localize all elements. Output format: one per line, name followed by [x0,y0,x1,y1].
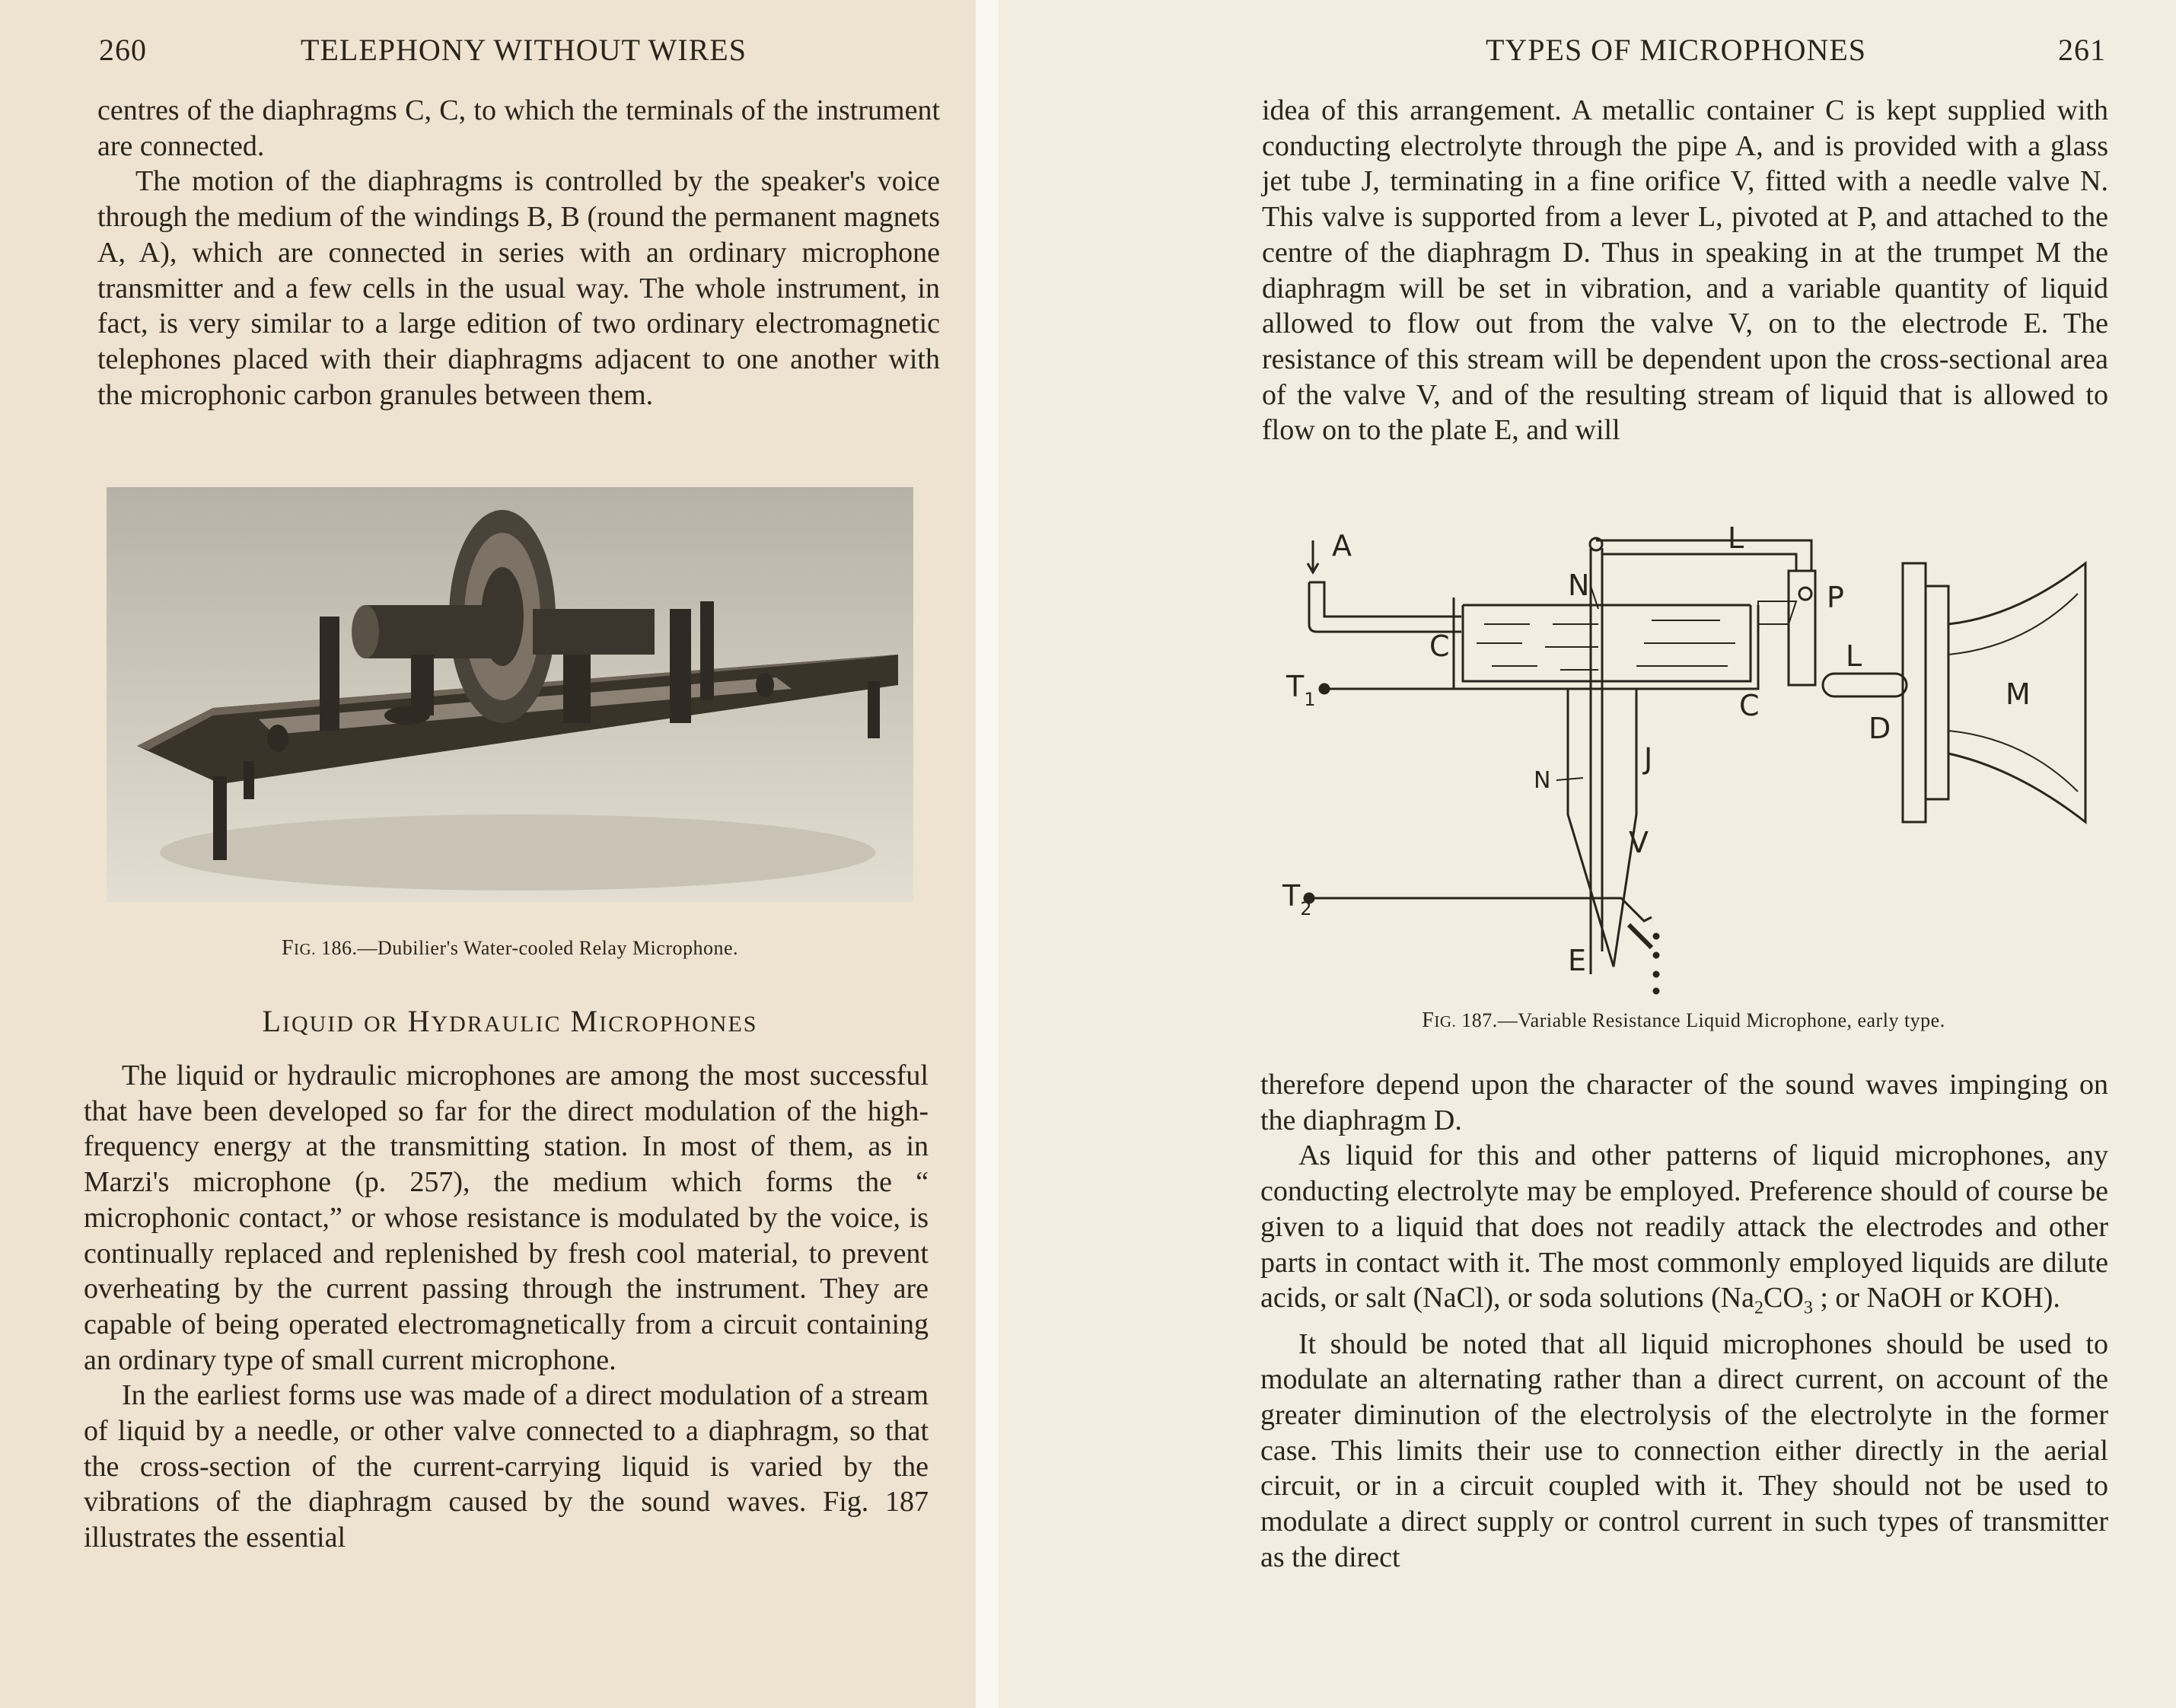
book-gutter [976,0,999,1708]
left-paragraph-4: In the earliest forms use was made of a direct modulation of a stream of liquid by a needle, or other valve connected to a diaphragm, so that the cross-section of the current-carrying liquid is varied by the vibrations of the diaphragm caused by the sound waves. Fig. 187 illustrates the essential [84,1379,929,1554]
left-paragraph-1: centres of the diaphragms C, C, to which the terminals of the instrument are connected. [97,94,940,162]
left-top-text [97,93,940,413]
running-head-left: TELEPHONY WITHOUT WIRES [301,33,747,67]
right-top-text [1262,93,2108,448]
left-bottom-text [84,1058,929,1556]
label-T1: $T_1$ [1286,670,1316,710]
label-P: P [1827,581,1844,614]
right-paragraph-4: It should be noted that all liquid microphones should be used to modulate an alternating rather than a direct current, on account of the greater diminution of the electrolysis of the electrolyte in the former case. This limits their use to connection either directly in the aerial circuit, or in a circuit coupled with it. They should not be used to modulate a direct supply or control current in such types of transmitter as the direct [1260,1327,2108,1573]
label-A: A [1332,529,1352,562]
lower-lever-rod [1823,674,1907,696]
figure-186-caption: FIG. 186.—Dubilier's Water-cooled Relay Microphone. [281,936,739,960]
label-V: V [1629,826,1649,859]
relay-microphone-photo [107,487,913,902]
left-page [0,0,976,1708]
right-paragraph-3: As liquid for this and other patterns of liquid microphones, any conducting electrolyte may be employed. Preference should of course be given to a liquid that does not readily attack the electrodes and other parts in contact with it. The most commonly employed liquids are dilute acids, or salt (NaCl), or soda solutions ($Na_2CO_3$ ; or NaOH or KOH). [1260,1139,2108,1318]
label-M: M [2006,677,2031,711]
running-head-right: TYPES OF MICROPHONES [1485,33,1867,67]
label-E: E [1568,944,1587,977]
label-J: J [1644,742,1653,776]
label-L-top: L [1728,525,1744,555]
left-paragraph-2: The motion of the diaphragms is controlled by the speaker's voice through the medium of the windings B, B (round the permanent magnets A, A), which are connected in series with an ordinary microphone transmitter and a few cells in the usual way. The whole instrument, in fact, is very similar to a large edition of two ordinary electromagnetic telephones placed with their diaphragms adjacent to one another with the microphonic carbon granules between them. [97,165,940,411]
right-paragraph-1: idea of this arrangement. A metallic container C is kept supplied with conducting electrolyte through the pipe A, and is provided with a glass jet tube J, terminating in a fine orifice V, fitted with a needle valve N. This valve is supported from a lever L, pivoted at P, and attached to the centre of the diaphragm D. Thus in speaking in at the trumpet M the diaphragm will be set in vibration, and a variable quantity of liquid allowed to flow out from the valve V, on to the electrode E. The resistance of this stream will be dependent upon the cross-sectional area of the valve V, and of the resulting stream of liquid that is allowed to flow on to the plate E, and will [1262,94,2108,447]
label-C-left: C [1429,629,1450,663]
label-D: D [1869,712,1891,745]
label-N-top: N [1568,569,1590,602]
section-heading: LIQUID OR HYDRAULIC MICROPHONES [262,1004,758,1038]
liquid-microphone-diagram [1263,525,2108,997]
label-N-lower: N [1534,767,1551,794]
right-paragraph-2: therefore depend upon the character of the sound waves impinging on the diaphragm D. [1260,1069,2108,1136]
diaphragm [1903,563,1926,822]
liquid-hatch [1477,620,1735,670]
left-paragraph-3: The liquid or hydraulic microphones are among the most successful that have been developed so far for the direct modulation of the high-frequency energy at the transmitting station. In most of them, as in Marzi's microphone (p. 257), the medium which forms the “ microphonic contact,” or whose resistance is modulated by the voice, is continually replaced and replenished by fresh cool material, to prevent overheating by the current passing through the instrument. They are capable of being operated electromagnetically from a circuit containing an ordinary type of small current microphone. [84,1060,929,1376]
figure-187-caption: FIG. 187.—Variable Resistance Liquid Microphone, early type. [1422,1009,1945,1032]
label-C-right: C [1739,689,1760,722]
right-bottom-text [1260,1067,2108,1575]
page-number-left: 260 [99,33,147,67]
label-T2: $T_2$ [1282,879,1312,919]
page-number-right: 261 [2058,33,2106,67]
label-L-lower: L [1846,639,1862,673]
